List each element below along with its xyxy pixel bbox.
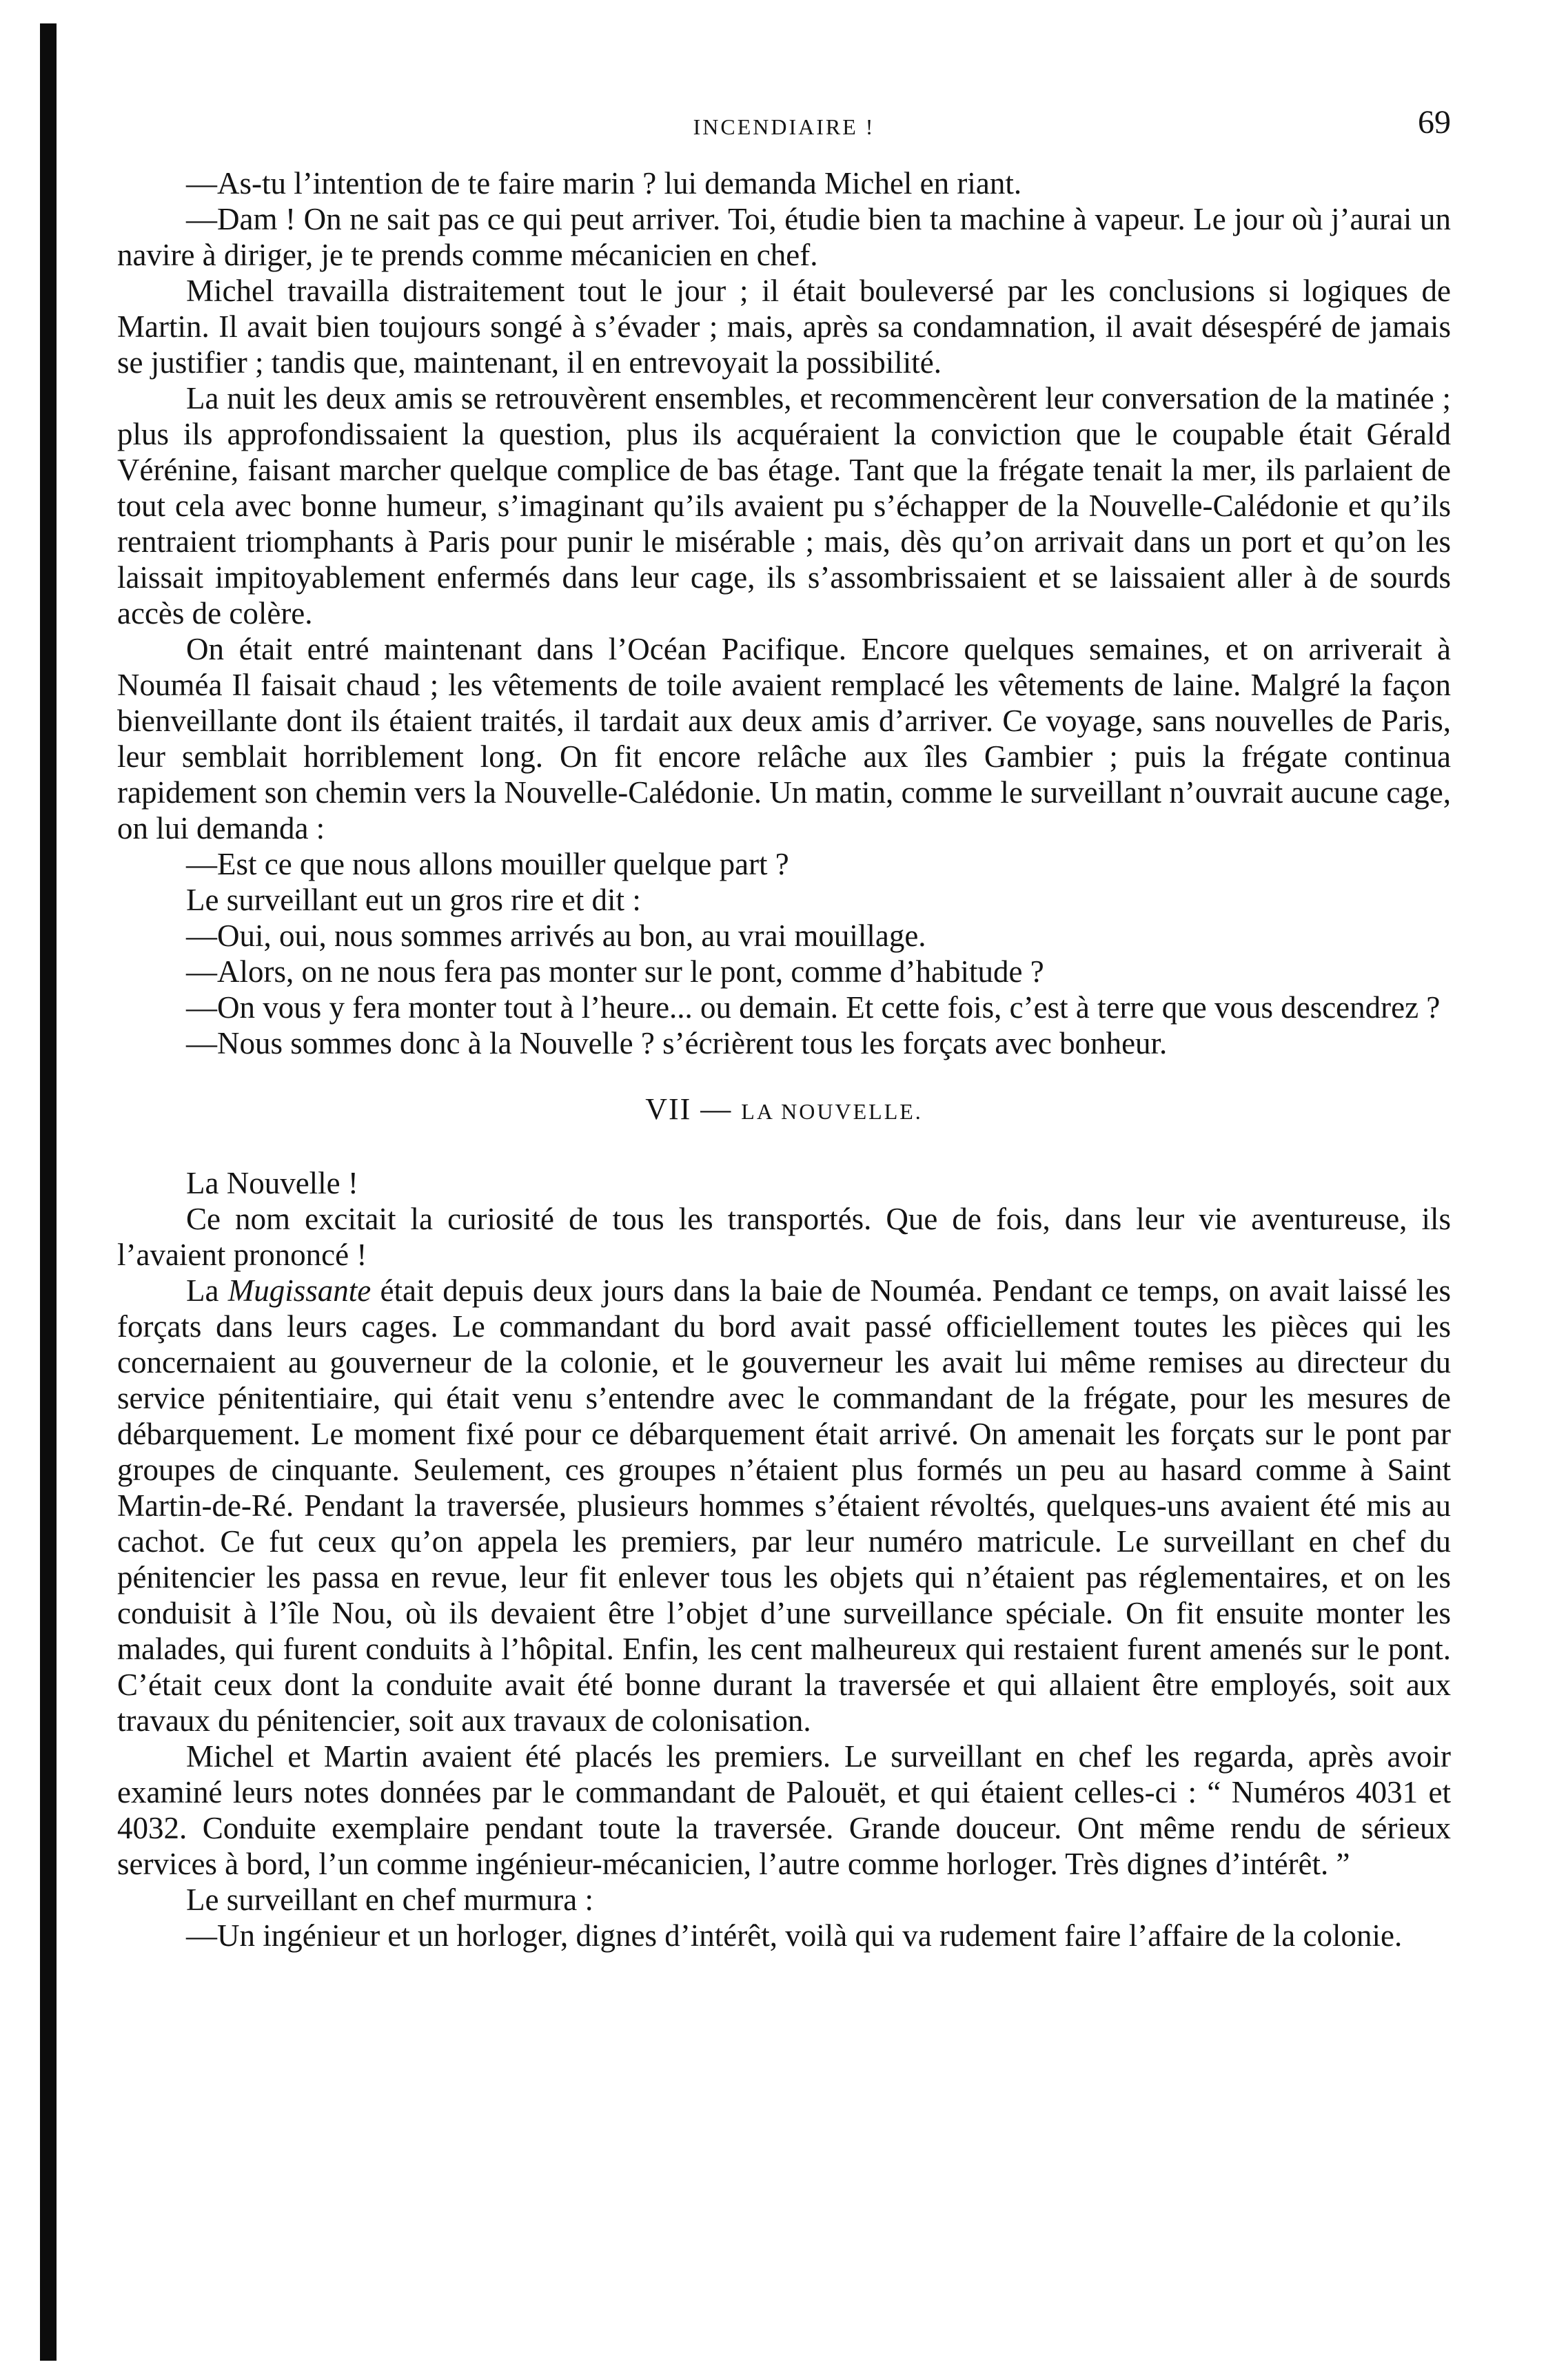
chapter-number: VII — bbox=[645, 1092, 733, 1126]
running-head-title: INCENDIAIRE ! bbox=[693, 114, 875, 139]
paragraph bbox=[117, 1273, 1451, 1738]
body-text bbox=[117, 165, 1451, 1953]
dialogue-line: —Un ingénieur et un horloger, dignes d’intérêt, voilà qui va rudement faire l’affaire de la colonie. bbox=[186, 1918, 1403, 1953]
dialogue-line: —As-tu l’intention de te faire marin ? lui demanda Michel en riant. bbox=[186, 166, 1022, 201]
chapter-title: LA NOUVELLE. bbox=[741, 1099, 923, 1124]
paragraph: Michel et Martin avaient été placés les premiers. Le surveillant en chef les regarda, après avoir examiné leurs notes données par le commandant de Palouët, et qui étaient celles-ci : “ Numéros 4031 et 4032. Conduite exemplaire pendant toute la traversée. Grande douceur. Ont même rendu de sérieux services à bord, l’un comme ingénieur-mécanicien, l’autre comme horloger. Très dignes d’intérêt. ” bbox=[117, 1739, 1451, 1881]
running-head bbox=[117, 103, 1451, 165]
dialogue-line: —Oui, oui, nous sommes arrivés au bon, au vrai mouillage. bbox=[186, 919, 926, 953]
paragraph: Michel travailla distraitement tout le jour ; il était bouleversé par les conclusions si logiques de Martin. Il avait bien toujours songé à s’évader ; mais, après sa condamnation, il avait désespéré de jamais se justifier ; tandis que, maintenant, il en entrevoyait la possibilité. bbox=[117, 274, 1451, 380]
paragraph: Le surveillant en chef murmura : bbox=[186, 1883, 594, 1917]
page bbox=[117, 103, 1451, 1953]
paragraph: La nuit les deux amis se retrouvèrent ensembles, et recommencèrent leur conversation de la matinée ; plus ils approfondissaient la question, plus ils acquéraient la conviction que le coupable était Gérald Vérénine, faisant marcher quelque complice de bas étage. Tant que la frégate tenait la mer, ils parlaient de tout cela avec bonne humeur, s’imaginant qu’ils avaient pu s’échapper de la Nouvelle-Calédonie et qu’ils rentraient triomphants à Paris pour punir le misérable ; mais, dès qu’on arrivait dans un port et qu’on les laissait impitoyablement enfermés dans leur cage, ils s’assombrissaient et se laissaient aller à de sourds accès de colère. bbox=[117, 381, 1451, 630]
scan-binding-edge bbox=[40, 23, 57, 2361]
paragraph-rest: était depuis deux jours dans la baie de Nouméa. Pendant ce temps, on avait laissé les forçats dans leurs cages. Le commandant du bord avait passé officiellement toutes les pièces qui les concernaient au gouverneur de la colonie, et le gouverneur les avait lui même remises au directeur du service pénitentiaire, qui était venu s’entendre avec le commandant de la frégate, pour les mesures de débarquement. Le moment fixé pour ce débarquement était arrivé. On amenait les forçats sur le pont par groupes de cinquante. Seulement, ces groupes n’étaient plus formés un peu au hasard comme à Saint Martin-de-Ré. Pendant la traversée, plusieurs hommes s’étaient révoltés, quelques-uns avaient été mis au cachot. Ce fut ceux qu’on appela les premiers, par leur numéro matricule. Le surveillant en chef du pénitencier les passa en revue, leur fit enlever tous les objets qui n’étaient pas réglementaires, et on les conduisit à l’île Nou, où ils devaient être l’objet d’une surveillance spéciale. On fit ensuite monter les malades, qui furent conduits à l’hôpital. Enfin, les cent malheureux qui restaient furent amenés sur le pont. C’était ceux dont la conduite avait été bonne durant la traversée et qui allaient être employés, soit aux travaux du pénitencier, soit aux travaux de colonisation. bbox=[117, 1273, 1451, 1738]
page-number: 69 bbox=[1418, 104, 1451, 141]
dialogue-line: —Est ce que nous allons mouiller quelque part ? bbox=[186, 847, 789, 881]
dialogue-line: —Nous sommes donc à la Nouvelle ? s’écrièrent tous les forçats avec bonheur. bbox=[186, 1026, 1168, 1060]
paragraph: On était entré maintenant dans l’Océan Pacifique. Encore quelques semaines, et on arriverait à Nouméa Il faisait chaud ; les vêtements de toile avaient remplacé les vêtements de laine. Malgré la façon bienveillante dont ils étaient traités, il tardait aux deux amis d’arriver. Ce voyage, sans nouvelles de Paris, leur semblait horriblement long. On fit encore relâche aux îles Gambier ; puis la frégate continua rapidement son chemin vers la Nouvelle-Calédonie. Un matin, comme le surveillant n’ouvrait aucune cage, on lui demanda : bbox=[117, 632, 1451, 845]
paragraph-start: La bbox=[186, 1273, 219, 1308]
paragraph: La Nouvelle ! bbox=[186, 1166, 358, 1200]
dialogue-line: —On vous y fera monter tout à l’heure... ou demain. Et cette fois, c’est à terre que vous descendrez ? bbox=[186, 990, 1441, 1025]
dialogue-line: —Dam ! On ne sait pas ce qui peut arriver. Toi, étudie bien ta machine à vapeur. Le jour où j’aurai un navire à diriger, je te prends comme mécanicien en chef. bbox=[117, 202, 1451, 272]
chapter-heading bbox=[117, 1091, 1451, 1129]
dialogue-line: —Alors, on ne nous fera pas monter sur le pont, comme d’habitude ? bbox=[186, 954, 1044, 989]
paragraph: Ce nom excitait la curiosité de tous les transportés. Que de fois, dans leur vie aventureuse, ils l’avaient prononcé ! bbox=[117, 1202, 1451, 1272]
paragraph: Le surveillant eut un gros rire et dit : bbox=[186, 883, 641, 917]
ship-name: Mugissante bbox=[227, 1273, 372, 1308]
